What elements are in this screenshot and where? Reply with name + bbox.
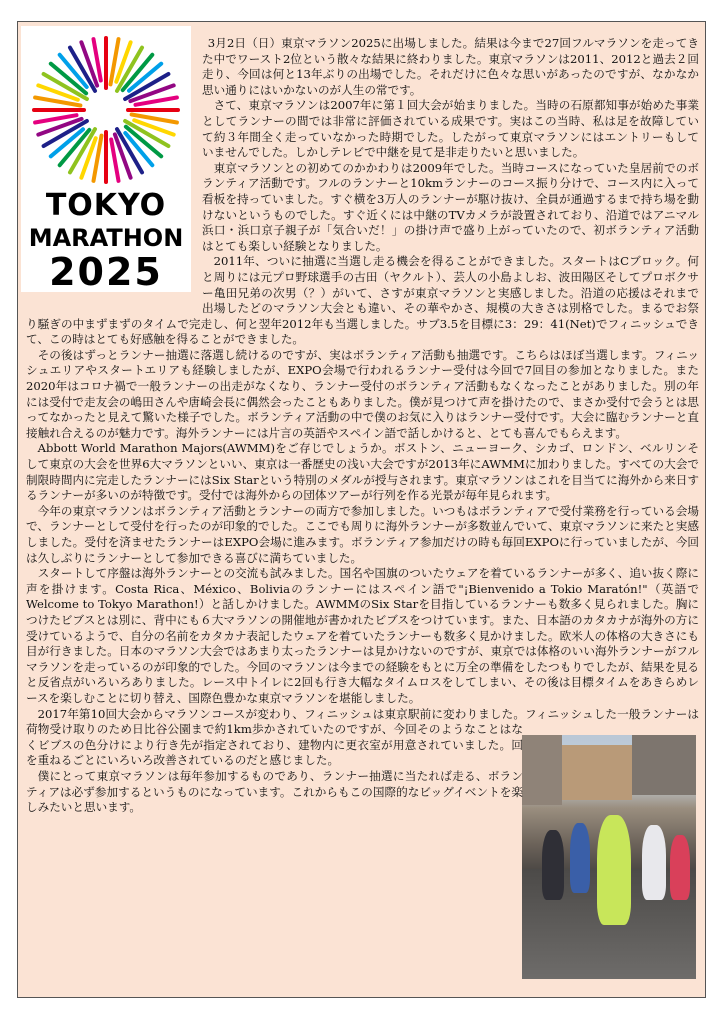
article-page	[17, 21, 706, 998]
logo-text-tokyo: TOKYO	[45, 188, 167, 223]
paragraph: 東京マラソンとの初めてのかかわりは2009年でした。当時コースになっていた皇居前でのボランティア活動です。フルのランナーと10kmランナーのコース振り分けで、コース内に入って看板を持っていました。すぐ横を3万人のランナーが駆け抜け、全員が通過するまで持ち場を動けないというものでした。すぐ近くには中継のTVカメラが設置されており、沿道ではアニマル浜口・浜口京子親子が「気合いだ！」の掛け声で盛り上がっていたので、初ボランティア活動はとても楽しい経験となりました。	[202, 160, 699, 253]
paragraph: 2011年、ついに抽選に当選し走る機会を得ることができました。スタートはCブロック。何と周りには元プロ野球選手の古田（ヤクルト）、芸人の小島よしお、波田陽区そしてプロボクサー亀田兄弟の次男（？）がいて、さすが東京マラソンと実感しました。沿道の応援はそれまで出場したどのマラソン大会とも違い、その華やかさ、規模の大きさは別格でした。まるでお祭り騒ぎの中まずまずのタイムで完走し、何と翌年2012年も当選しました。サブ3.5を目標に3：29：41(Net)でフィニッシュできて、この時はとても好感触を得ることができました。	[26, 254, 699, 347]
article-body	[18, 22, 706, 998]
paragraph: 3月2日（日）東京マラソン2025に出場しました。結果は今まで27回フルマラソンを走ってきた中でワースト2位という散々な結果に終わりました。東京マラソンは2011、2012と過去２回走り、今回は何と13年ぶりの出場でした。それだけに色々な思いがあったのですが、なかなか思い通りにはいかないのが人生の常です。	[202, 36, 699, 97]
logo-text-year: 2025	[49, 250, 163, 294]
paragraph: その後はずっとランナー抽選に落選し続けるのですが、実はボランティア活動も抽選です。こちらはほぼ当選します。フィニッシュエリアやスタートエリアも経験しましたが、EXPO会場で行われるランナー受付は今回で7回目の参加となりました。また2020年はコロナ禍で一般ランナーの出走がなくなり、ランナー受付のボランティア活動もなくなったことがありました。別の年には受付で走友会の嶋田さんや唐崎会長に偶然会ったこともありました。僕が見つけて声を掛けたので、まさか受付で会うとは思ってなかったと見えて驚いた様子でした。ボランティア活動の中で僕のお気に入りはランナー受付です。大会に臨むランナーと直接触れ合えるのが魅力です。海外ランナーには片言の英語やスペイン語で話しかけると、とても喜んでもらえます。	[26, 347, 699, 440]
paragraph: 2017年第10回大会からマラソンコースが変わり、フィニッシュは東京駅前に変わりました。フィニッシュした一般ランナーは荷物受け取りのため日比谷公園まで約1km歩かされていたのですが、今回そのようなことはなくビブスの色分けにより行き先が指定されており、建物内に更衣室が用意されていました。回を重ねるごとにいろいろ改善されているのだと感じました。	[26, 706, 699, 768]
paragraph: Abbott World Marathon Majors(AWMM)をご存じでしょうか。ボストン、ニューヨーク、シカゴ、ロンドン、ベルリンそして東京の大会を世界6大マラソンといい、東京は一番歴史の浅い大会ですが2013年にAWMMに加わりました。すべての大会で制限時間内に完走したランナーにはSix Starという特別のメダルが授与されます。東京マラソンはこれを目当てに海外から来日するランナーが多いのが特徴です。受付では海外からの団体ツアーが行列を作る光景が毎年見られます。	[26, 441, 699, 503]
logo-text-marathon: MARATHON	[28, 224, 184, 252]
paragraph: 僕にとって東京マラソンは毎年参加するものであり、ランナー抽選に当たれば走る、ボランティアは必ず参加するというものになっています。これからもこの国際的なビッグイベントを楽しみたいと思います。	[26, 768, 523, 815]
paragraph: 今年の東京マラソンはボランティア活動とランナーの両方で参加しました。いつもはボランティアで受付業務を行っている会場で、ランナーとして受付を行ったのが印象的でした。ここでも周りに海外ランナーが多数並んでいて、東京マラソンに来たと実感しました。受付を済ませたランナーはEXPO会場に進みます。ボランティア参加だけの時も毎回EXPOに行っていましたが、今回は久しぶりにランナーとして参加できる喜びに満ちていました。	[26, 503, 699, 565]
paragraph: スタートして序盤は海外ランナーとの交流も試みました。国名や国旗のついたウェアを着ているランナーが多く、追い抜く際に声を掛けます。Costa Rica、México、Boliviaのランナーにはスペイン語で"¡Bienvenido a Tokio Maratón!"（英語でWelcome to Tokyo Marathon!）と話しかけました。AWMMのSix Starを目指しているランナーも数多く見られました。胸につけたビブスとは別に、背中にも６大マラソンの開催地が書かれたビブスをつけています。また、日本語のカタカナが海外の方に受けているようで、自分の名前をカタカナ表記したウェアを着ていたランナーも数多く見かけました。欧米人の体格の大きさにも目が行きました。日本のマラソン大会ではあまり太ったランナーは見かけないのですが、東京では体格のいい海外ランナーがフルマラソンを走っているのが印象的でした。今回のマラソンは今までの経験をもとに万全の準備をしたつもりでしたが、結果を見ると反省点がいろいろありました。レース中トイレに2回も行き大幅なタイムロスをしてしまい、その後は目標タイムをあきらめレースを楽しむことに切り替え、国際色豊かな東京マラソンを堪能しました。	[26, 566, 699, 705]
paragraph: さて、東京マラソンは2007年に第１回大会が始まりました。当時の石原都知事が始めた事業としてランナーの間では非常に評価されている成果です。実はこの当時、私は足を故障していて約３年間全く走っていなかった時期でした。したがって東京マラソンにはエントリーもしていませんでした。しかしテレビで中継を見て是非走りたいと思いました。	[202, 98, 699, 160]
